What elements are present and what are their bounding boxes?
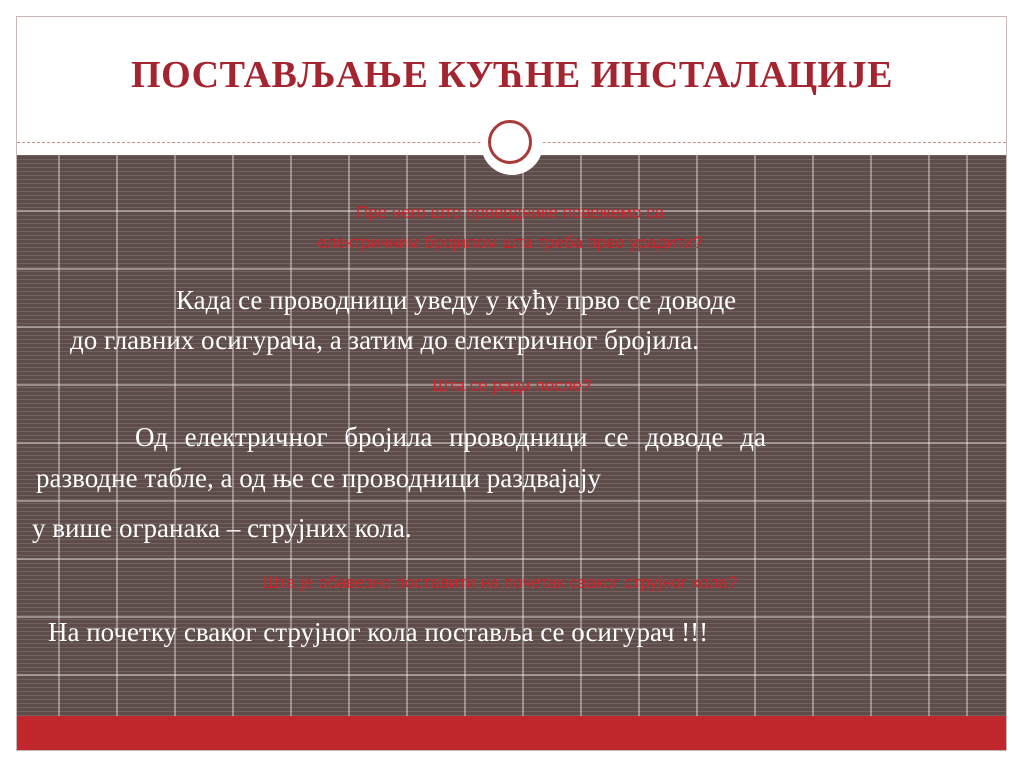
answer-2-line-1: Од електричног бројила проводници се доводе да	[135, 422, 766, 452]
question-3: Шта је обавезно поставити на почетак сваког струјног кола?	[262, 573, 738, 592]
answer-3: На почетку сваког струјног кола поставља се осигурач !!!	[48, 617, 709, 647]
question-1-line-2: електричним бројилом шта треба прво урадити?	[317, 233, 703, 252]
footer-bar	[17, 716, 1006, 750]
answer-2-line-3: у више огранака – струјних кола.	[32, 513, 412, 543]
answer-1-line-2: до главних осигурача, а затим до електричног бројила.	[70, 325, 699, 355]
ornament-ring	[488, 120, 532, 164]
question-1-line-1: Пре него што проводнике повежемо са	[355, 203, 665, 222]
question-2: Шта се ради после?	[432, 376, 592, 395]
answer-1-line-1: Када се проводници уведу у кућу прво се доводе	[176, 285, 737, 315]
answer-2-line-2: разводне табле, а од ње се проводници раздвајају	[36, 463, 602, 493]
slide-title: ПОСТАВЉАЊЕ КУЋНЕ ИНСТАЛАЦИЈЕ	[131, 54, 893, 96]
